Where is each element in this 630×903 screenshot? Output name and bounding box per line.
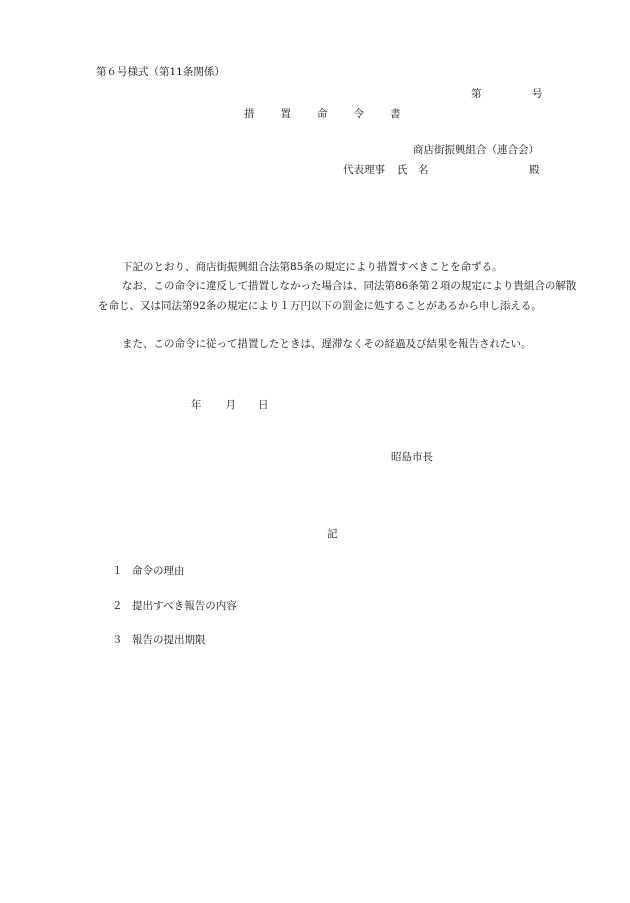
document-title: 措置命令書 [244, 108, 427, 120]
item-number: １ [112, 565, 123, 577]
recipient-name-label: 氏 名 [397, 164, 429, 176]
recipient-honorific: 殿 [529, 164, 540, 176]
recipient-role: 代表理事 [343, 164, 385, 176]
item-label: 提出すべき報告の内容 [132, 600, 237, 612]
document-number-suffix: 号 [532, 88, 543, 100]
issuer: 昭島市長 [391, 451, 433, 463]
date-day: 日 [258, 399, 269, 411]
item-label: 報告の提出期限 [132, 634, 206, 646]
date-month: 月 [225, 399, 236, 411]
date-year: 年 [191, 399, 202, 411]
list-item [112, 600, 237, 613]
item-number: ２ [112, 600, 123, 612]
item-label: 命令の理由 [132, 565, 185, 577]
recipient-association: 商店街振興組合（連合会） [413, 144, 539, 156]
body-paragraph-report: また、この命令に従って措置したときは、遅滞なくその経過及び結果を報告されたい。 [122, 338, 532, 350]
body-paragraph-order: 下記のとおり、商店街振興組合法第85条の規定により措置すべきことを命ずる。 [122, 261, 503, 273]
document-number-prefix: 第 [471, 88, 482, 100]
list-item [112, 565, 185, 578]
date-line [191, 399, 269, 412]
list-item [112, 634, 206, 647]
body-paragraph-penalty: なお、この命令に違反して措置しなかった場合は、同法第86条第２項の規定により貴組合の解散を命じ、又は同法第92条の規定により１万円以下の罰金に処することがあるから申し添える。 [98, 280, 577, 312]
form-label: 第６号様式（第11条関係） [96, 66, 225, 78]
recipient-person [343, 164, 429, 177]
item-number: ３ [112, 634, 123, 646]
ki-heading: 記 [327, 528, 338, 540]
